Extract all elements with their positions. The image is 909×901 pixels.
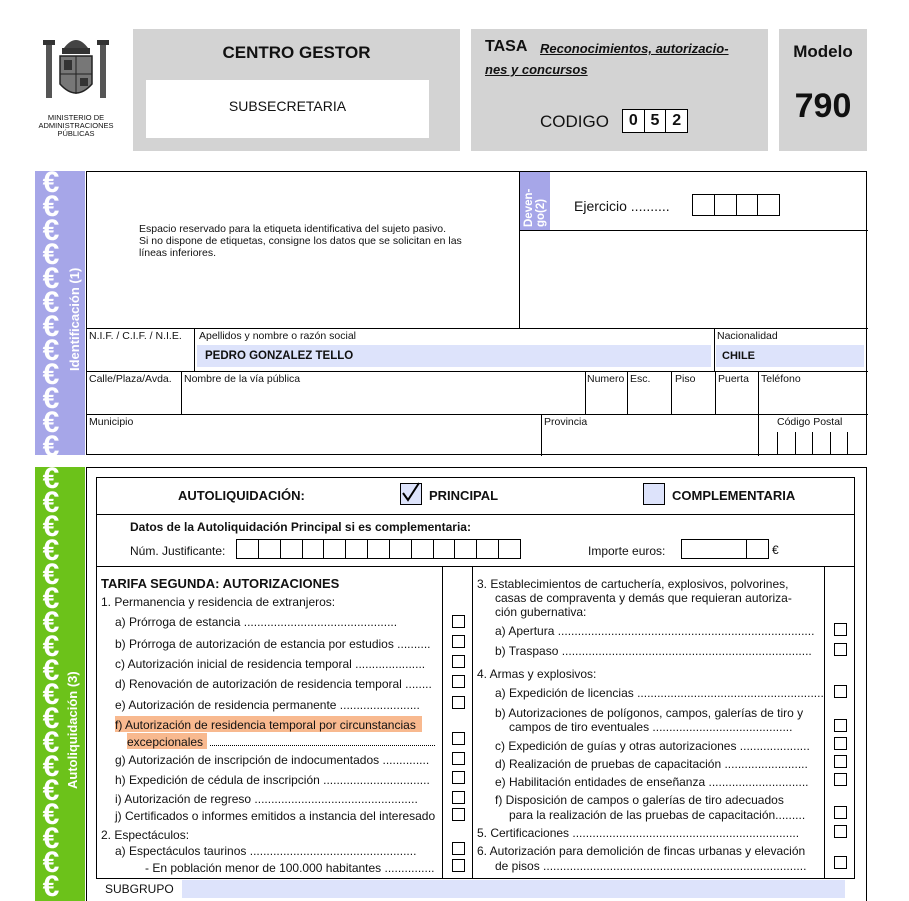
list-item-4f-cont: para la realización de las pruebas de capacitación......... — [509, 808, 806, 822]
via-label: Nombre de la vía pública — [184, 373, 301, 385]
tarifa-title: TARIFA SEGUNDA: AUTORIZACIONES — [101, 576, 340, 591]
checkbox-1c[interactable] — [452, 655, 465, 668]
checkbox-4a[interactable] — [834, 685, 847, 698]
list-item-4f: f) Disposición de campos o galerías de tiro adecuados — [495, 793, 784, 807]
complementaria-label: COMPLEMENTARIA — [672, 488, 796, 503]
municipio-label: Municipio — [89, 416, 134, 428]
ministry-name: MINISTERIO DE ADMINISTRACIONES PÚBLICAS — [38, 113, 114, 138]
list-item-3: 3. Establecimientos de cartuchería, explosivos, polvorines, — [477, 577, 789, 591]
checkbox-1a[interactable] — [452, 615, 465, 628]
checkbox-2a-sub[interactable] — [452, 859, 465, 872]
codigo-label: CODIGO — [540, 112, 609, 131]
devengo-tab — [520, 172, 550, 230]
provincia-label: Provincia — [544, 416, 588, 428]
identificacion-strip — [35, 171, 85, 455]
nombre-field[interactable] — [197, 345, 711, 367]
checkbox-4b[interactable] — [834, 719, 847, 732]
nacionalidad-field[interactable] — [716, 345, 864, 367]
num-justificante-label: Núm. Justificante: — [130, 544, 226, 558]
list-item-5: 5. Certificaciones .................................................................... — [477, 826, 800, 840]
list-item-2: 2. Espectáculos: — [101, 828, 190, 842]
list-item-4: 4. Armas y explosivos: — [477, 667, 597, 681]
euro-pattern: € € € € € € € € € € € € — [42, 171, 60, 455]
centro-gestor-panel — [133, 29, 460, 151]
list-item-1e: e) Autorización de residencia permanente ........................ — [115, 698, 420, 712]
list-item-1a: a) Prórroga de estancia .............................................. — [115, 615, 398, 629]
importe-label: Importe euros: — [588, 544, 666, 558]
nif-label: N.I.F. / C.I.F. / N.I.E. — [89, 330, 182, 342]
ministry-logo — [36, 30, 116, 140]
tarifa-box — [96, 567, 855, 879]
centro-gestor-field — [146, 80, 429, 138]
list-item-1c: c) Autorización inicial de residencia temporal ..................... — [115, 657, 426, 671]
subgrupo-label: SUBGRUPO — [105, 882, 174, 896]
calle-label: Calle/Plaza/Avda. — [89, 373, 172, 385]
list-item-4b: b) Autorizaciones de polígonos, campos, galerías de tiro y — [495, 706, 804, 720]
principal-label: PRINCIPAL — [429, 488, 499, 503]
checkbox-1e[interactable] — [452, 696, 465, 709]
checkbox-1b[interactable] — [452, 635, 465, 648]
via-field[interactable] — [182, 386, 584, 414]
list-item-1i: i) Autorización de regreso ................................................. — [115, 792, 418, 806]
list-item-3-cont1: casas de compraventa y demás que requieran autoriza- — [495, 591, 792, 605]
numero-label: Numero — [587, 373, 625, 385]
num-justificante-field[interactable] — [236, 539, 521, 559]
checkbox-6[interactable] — [834, 856, 847, 869]
nombre-value: PEDRO GONZALEZ TELLO — [205, 350, 354, 362]
checkbox-1h[interactable] — [452, 771, 465, 784]
checkbox-4f[interactable] — [834, 806, 847, 819]
list-item-4e: e) Habilitación entidades de enseñanza .............................. — [495, 775, 809, 789]
euro-pattern: € € € € € € € € € € € € € € € € € € — [42, 467, 60, 901]
checkbox-1f[interactable] — [452, 732, 465, 745]
cp-label: Código Postal — [777, 416, 843, 428]
checkbox-2a[interactable] — [452, 842, 465, 855]
euro-sign: € — [772, 543, 779, 557]
modelo-label: Modelo — [793, 42, 853, 61]
identificacion-section — [86, 171, 867, 455]
autoliquidacion-type-box — [96, 477, 855, 515]
list-item-4c: c) Expedición de guías y otras autorizaciones ..................... — [495, 739, 810, 753]
autoliquidacion-section — [86, 467, 867, 901]
list-item-1j: j) Certificados o informes emitidos a instancia del interesado — [115, 809, 436, 823]
datos-principal-box — [96, 515, 855, 567]
puerta-label: Puerta — [718, 373, 749, 385]
autoliquidacion-strip-label: Autoliquidación (3) — [65, 671, 80, 789]
codigo-digit: 2 — [672, 112, 682, 129]
cp-field[interactable] — [777, 432, 865, 454]
ejercicio-label: Ejercicio .......... — [574, 198, 670, 214]
dotted-leader — [210, 745, 435, 746]
checkbox-3a[interactable] — [834, 623, 847, 636]
codigo-digit: 5 — [645, 110, 667, 132]
checkbox-4d[interactable] — [834, 755, 847, 768]
list-item-4b-cont: campos de tiro eventuales .......................................... — [509, 720, 793, 734]
list-item-3b: b) Traspaso ........................................................................... — [495, 644, 812, 658]
checkbox-1g[interactable] — [452, 752, 465, 765]
datos-label: Datos de la Autoliquidación Principal si es complementaria: — [130, 520, 471, 534]
codigo-boxes — [622, 109, 688, 133]
etiqueta-text-3: líneas inferiores. — [139, 247, 217, 259]
etiqueta-text-2: Si no dispone de etiquetas, consigne los datos que se solicitan en las — [139, 235, 462, 247]
checkbox-3b[interactable] — [834, 643, 847, 656]
checkbox-1d[interactable] — [452, 675, 465, 688]
autoliquidacion-title: AUTOLIQUIDACIÓN: — [178, 488, 305, 503]
etiqueta-text-1: Espacio reservado para la etiqueta identificativa del sujeto pasivo. — [139, 223, 447, 235]
telefono-label: Teléfono — [761, 373, 801, 385]
list-item-2a-sub: - En población menor de 100.000 habitantes ............... — [145, 861, 435, 875]
devengo-label: Deven-go(2) — [523, 188, 547, 227]
list-item-1f-cont: excepcionales — [127, 735, 204, 749]
principal-checkbox[interactable] — [400, 483, 422, 505]
piso-label: Piso — [675, 373, 696, 385]
list-item-3-cont2: ción gubernativa: — [495, 605, 587, 619]
list-item-1d: d) Renovación de autorización de residencia temporal ........ — [115, 677, 432, 691]
list-item-4d: d) Realización de pruebas de capacitación ......................... — [495, 757, 808, 771]
nombre-label: Apellidos y nombre o razón social — [199, 330, 356, 342]
list-item-6: 6. Autorización para demolición de fincas urbanas y elevación — [477, 844, 806, 858]
ejercicio-field[interactable] — [692, 194, 780, 216]
checkmark-icon — [400, 481, 422, 503]
centro-gestor-value: SUBSECRETARIA — [228, 98, 347, 114]
list-item-4a: a) Expedición de licencias ........................................................ — [495, 686, 824, 700]
codigo-digit: 0 — [623, 110, 645, 132]
list-item-1b: b) Prórroga de autorización de estancia por estudios .......... — [115, 637, 431, 651]
tasa-panel — [471, 29, 768, 151]
list-item-3a: a) Apertura ............................................................................. — [495, 624, 815, 638]
modelo-number: 790 — [794, 87, 852, 125]
modelo-panel — [779, 29, 867, 151]
list-item-6-cont: de pisos ............................................................................... — [495, 859, 807, 873]
identificacion-strip-label: Identificación (1) — [67, 267, 82, 371]
nacionalidad-value: CHILE — [722, 350, 755, 362]
list-item-1f: f) Autorización de residencia temporal por circunstancias — [115, 718, 416, 732]
nacionalidad-label: Nacionalidad — [717, 330, 778, 342]
checkbox-1i[interactable] — [452, 791, 465, 804]
tasa-label: TASA — [485, 38, 528, 55]
list-item-2a: a) Espectáculos taurinos .................................................. — [115, 844, 417, 858]
autoliquidacion-strip — [35, 467, 85, 901]
tasa-description-2: nes y concursos — [485, 62, 588, 77]
checkbox-4c[interactable] — [834, 737, 847, 750]
checkbox-5[interactable] — [834, 825, 847, 838]
list-item-1: 1. Permanencia y residencia de extranjeros: — [101, 595, 336, 609]
checkbox-1j[interactable] — [452, 808, 465, 821]
centro-gestor-title: CENTRO GESTOR — [222, 43, 371, 62]
coat-of-arms-icon — [36, 30, 116, 112]
complementaria-checkbox[interactable] — [643, 483, 665, 505]
nif-field[interactable] — [87, 342, 194, 370]
importe-field[interactable] — [681, 539, 769, 559]
list-item-1g: g) Autorización de inscripción de indocumentados .............. — [115, 753, 430, 767]
tasa-description-1: Reconocimientos, autorizacio- — [540, 41, 729, 56]
list-item-1h: h) Expedición de cédula de inscripción ................................ — [115, 773, 430, 787]
checkbox-4e[interactable] — [834, 773, 847, 786]
subgrupo-field[interactable] — [182, 880, 845, 898]
esc-label: Esc. — [630, 373, 651, 385]
municipio-field[interactable] — [87, 428, 539, 454]
